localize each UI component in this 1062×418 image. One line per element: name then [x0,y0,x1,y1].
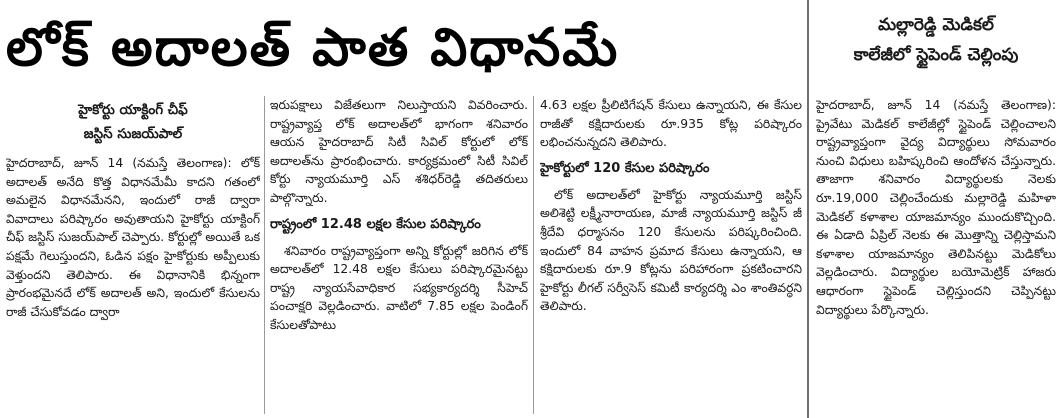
column-divider [533,96,534,414]
body-paragraph: 4.63 లక్షల ప్రీలిటిగేషన్ కేసులు ఉన్నాయని, ఈ కేసుల రాజీతో కక్షిదారులకు రూ.935 కోట్ల పరిష్కారం లభించనున్నదని తెలిపారు. [540,98,802,150]
crosshead: రాష్ట్రంలో 12.48 లక్షల కేసుల పరిష్కారం [270,216,481,232]
column-3 [540,96,802,414]
story-divider [807,0,809,418]
column-2 [270,96,528,414]
subheadline-line-2: జస్టిస్ సుజయ్‌పాల్ [83,126,183,142]
side-headline-line-2: కాలేజీలో స్టైపెండ్ చెల్లింపు [853,45,1019,65]
body-paragraph: హైదరాబాద్, జూన్ 14 (నమస్తే తెలంగాణ): ప్రైవేటు మెడికల్ కాలేజీల్లో స్టైపెండ్ చెల్లించాలని రాష్ట్రవ్యాప్తంగా వైద్య విద్యార్థులు సోమవారం నుంచి విధులు బహిష్కరించి ఆందోళన చేస్తున్నారు. తాజాగా శనివారం విద్యార్థులకు నెలకు రూ.19,000 చెల్లించేందుకు మల్లారెడ్డి మహిళా మెడికల్ కళాశాల యాజమాన్యం ముందుకొచ్చింది. ఈ ఏడాది ఏప్రిల్ నెలకు ఈ మొత్తాన్ని చెల్లిస్తామని కళాశాల యాజమాన్యం తెలిపినట్టు మెడికోలు వెల్లడించారు. విద్యార్థుల బయోమెట్రిక్ హాజరు ఆధారంగా స్టైపెండ్ చెల్లిస్తుందని చెప్పినట్టు విద్యార్థులు పేర్కొన్నారు. [816,98,1056,317]
subheadline-line-1: హైకోర్టు యాక్టింగ్ చీఫ్ [78,102,188,118]
body-paragraph: లోక్ అదాలత్‌లో హైకోర్టు న్యాయమూర్తి జస్టిస్ అలిశెట్టి లక్ష్మీనారాయణ, మాజీ న్యాయమూర్తి జస్టిస్ జీ శ్రీదేవి ధర్మాసనం 120 కేసులను పరిష్కరించింది. ఇందులో 84 వాహన ప్రమాద కేసులు ఉన్నాయని, ఆ కక్షిదారులకు రూ.9 కోట్లను పరిహారంగా ప్రకటించారని హైకోర్టు లీగల్ సర్వీసెస్ కమిటీ కార్యదర్శి ఎం శాంతివర్ధని తెలిపారు. [540,187,802,314]
side-headline [812,10,1060,70]
column-divider [264,96,265,414]
column-1 [6,96,260,414]
subheadline [6,98,260,146]
main-headline: లోక్ అదాలత్ పాత విధానమే [6,18,620,78]
side-story [812,0,1060,418]
crosshead: హైకోర్టులో 120 కేసుల పరిష్కారం [540,160,710,176]
body-paragraph: హైదరాబాద్, జూన్ 14 (నమస్తే తెలంగాణ): లోక్ అదాలత్ అనేది కొత్త విధానమేమీ కాదని గతంలో అమలైన విధానమేనని, ఇందులో రాజీ ద్వారా వివాదాలు పరిష్కారం అవుతాయని హైకోర్టు యాక్టింగ్ చీఫ్ జస్టిస్ సుజయ్‌పాల్ చెప్పారు. కోర్టుల్లో అయితే ఒక పక్షమే గెలుస్తుందని, ఓడిన పక్షం హైకోర్టుకు అప్పీలుకు వెళ్తుందని తెలిపారు. ఈ విధానానికి భిన్నంగా ప్రారంభమైనదే లోక్ అదాలత్ అని, ఇందులో కేసులను రాజీ చేసుకోవడం ద్వారా [6,156,260,319]
side-body [816,96,1056,414]
side-headline-line-1: మల్లారెడ్డి మెడికల్ [878,15,994,35]
body-paragraph: ఇరుపక్షాలు విజేతలుగా నిలుస్తాయని వివరించారు. రాష్ట్రవ్యాప్త లోక్ అదాలత్‌లో భాగంగా శనివారం ఆయన హైదరాబాద్ సిటీ సివిల్ కోర్టులో లోక్ అదాలత్‌ను ప్రారంభించారు. కార్యక్రమంలో సిటీ సివిల్ కోర్టు న్యాయమూర్తి ఎస్ శశిధర్‌రెడ్డి తదితరులు పాల్గొన్నారు. [270,98,528,205]
body-paragraph: శనివారం రాష్ట్రవ్యాప్తంగా అన్ని కోర్టుల్లో జరిగిన లోక్ అదాలత్‌లో 12.48 లక్షల కేసులు పరిష్కారమైనట్టు రాష్ట్ర న్యాయసేవాధికార సభ్యకార్యదర్శి సీహెచ్ పంచాక్షరి వెల్లడించారు. వాటిలో 7.85 లక్షల పెండింగ్ కేసులతోపాటు [270,243,528,332]
